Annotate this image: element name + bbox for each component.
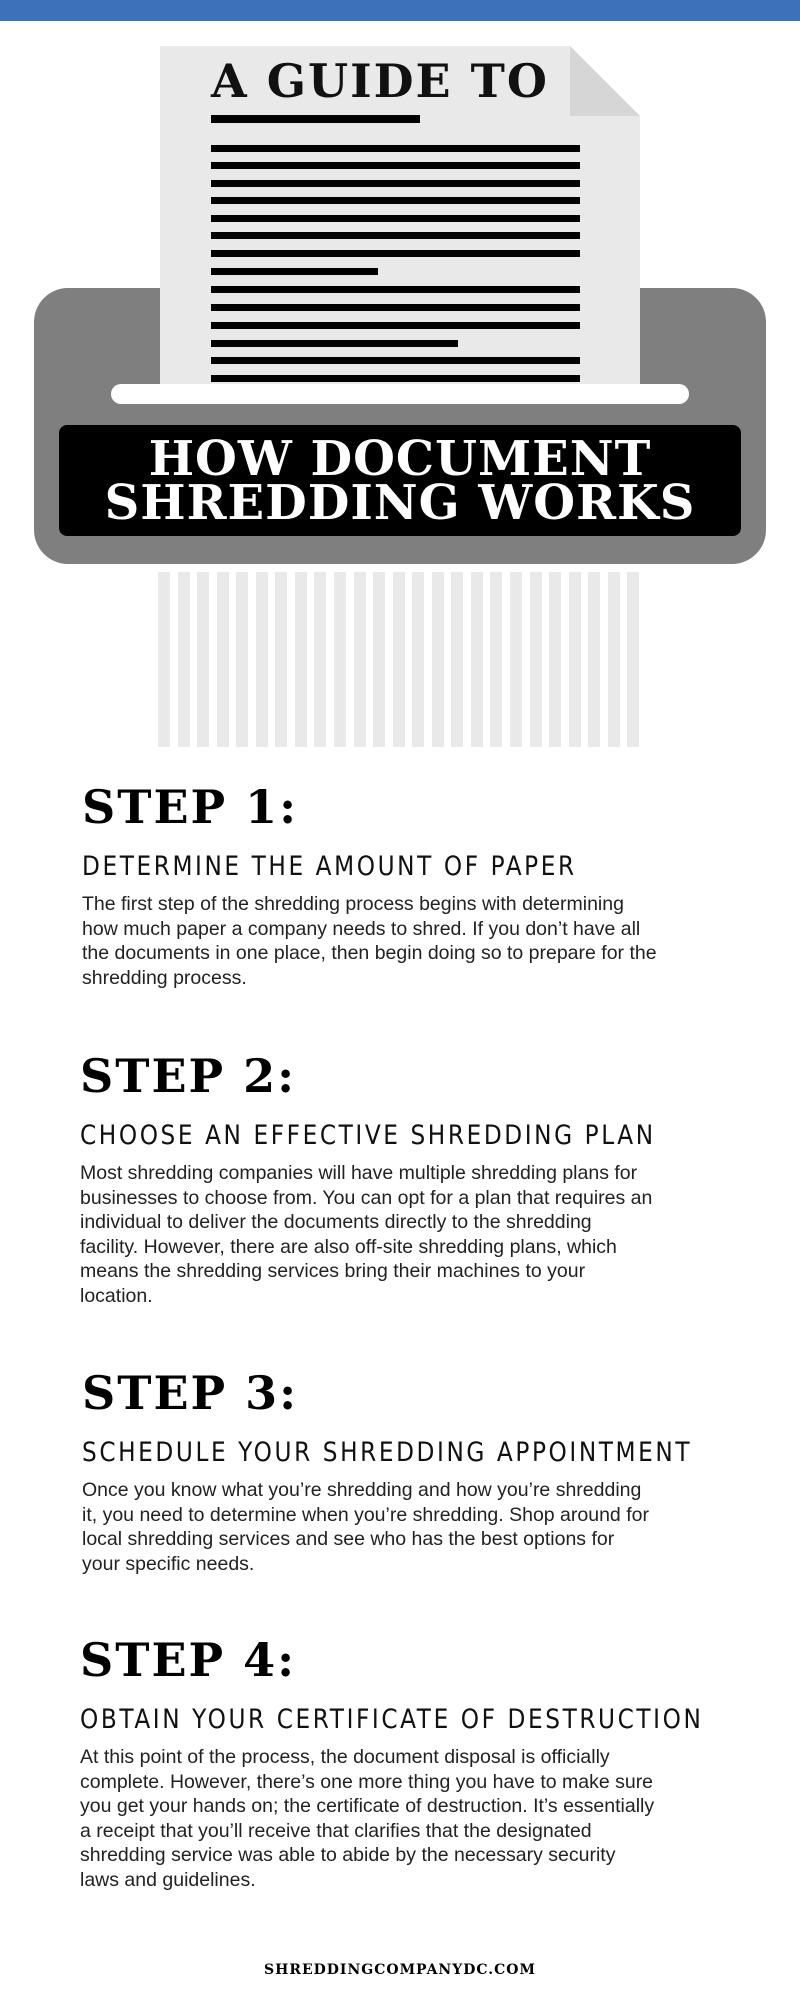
step-heading: STEP 4: (80, 1633, 297, 1687)
paper-strip (627, 572, 639, 747)
paper-strip (334, 572, 346, 747)
step-subheading: SCHEDULE YOUR SHREDDING APPOINTMENT (82, 1437, 693, 1468)
paper-strip (412, 572, 424, 747)
shredder-label (59, 425, 741, 536)
paper-strip (510, 572, 522, 747)
step-body: Most shredding companies will have multiple shredding plans for businesses to choose from. You can opt for a plan that requires an individual to deliver the documents directly to the shredding facility. However, there are also off-site shredding plans, which means the shredding services bring their machines to your location. (80, 1162, 653, 1307)
main-title: HOW DOCUMENT SHREDDING WORKS (104, 430, 696, 531)
paper-strip (530, 572, 542, 747)
shredder-slot (111, 384, 689, 404)
paper-text-line (211, 268, 378, 275)
step-subheading: CHOOSE AN EFFECTIVE SHREDDING PLAN (80, 1120, 656, 1151)
paper-text-line (211, 322, 580, 329)
paper-text-line (211, 162, 580, 169)
paper-title: A GUIDE TO (211, 54, 549, 108)
shredded-strips (158, 572, 640, 747)
step-heading: STEP 3: (82, 1366, 299, 1420)
step-heading: STEP 1: (82, 780, 299, 834)
step-3 (82, 1367, 742, 1576)
paper-strip (178, 572, 190, 747)
paper-folded-corner (570, 46, 640, 116)
step-4 (80, 1634, 740, 1893)
footer-website: SHREDDINGCOMPANYDC.COM (264, 1962, 536, 1978)
paper-title-underline (211, 115, 420, 123)
paper-strip (451, 572, 463, 747)
step-body: The first step of the shredding process begins with determining how much paper a company needs to shred. If you don’t have all the documents in one place, then begin doing so to prepare for the shredding process. (82, 893, 657, 989)
paper-strip (490, 572, 502, 747)
step-body: Once you know what you’re shredding and how you’re shredding it, you need to determine when you’re shredding. Shop around for local shredding services and see who has the best options for your specific needs. (82, 1479, 649, 1575)
paper-strip (197, 572, 209, 747)
paper-text-line (211, 286, 580, 293)
paper-strip (314, 572, 326, 747)
step-1 (82, 781, 742, 990)
paper-text-line (211, 250, 580, 257)
step-subheading: OBTAIN YOUR CERTIFICATE OF DESTRUCTION (80, 1704, 704, 1735)
paper-text-line (211, 232, 580, 239)
paper-text-line (211, 197, 580, 204)
paper-text-line (211, 180, 580, 187)
paper-strip (569, 572, 581, 747)
paper-strip (256, 572, 268, 747)
paper-strip (236, 572, 248, 747)
step-subheading: DETERMINE THE AMOUNT OF PAPER (82, 851, 577, 882)
paper-strip (354, 572, 366, 747)
paper-strip (549, 572, 561, 747)
paper-strip (588, 572, 600, 747)
step-2 (80, 1050, 740, 1309)
paper-strip (471, 572, 483, 747)
paper-text-line (211, 340, 458, 347)
paper-strip (373, 572, 385, 747)
top-accent-bar (0, 0, 800, 21)
paper-strip (275, 572, 287, 747)
step-heading: STEP 2: (80, 1049, 297, 1103)
paper-text-line (211, 357, 580, 364)
step-body: At this point of the process, the document disposal is officially complete. However, there’s one more thing you have to make sure you get your hands on; the certificate of destruction. It’s essentially a receipt that you’ll receive that clarifies that the designated shredding service was able to abide by the necessary security laws and guidelines. (80, 1746, 655, 1891)
paper-strip (608, 572, 620, 747)
paper-strip (393, 572, 405, 747)
paper-text-line (211, 304, 580, 311)
paper-strip (217, 572, 229, 747)
paper-text-line (211, 375, 580, 382)
paper-strip (295, 572, 307, 747)
paper-strip (432, 572, 444, 747)
paper-strip (158, 572, 170, 747)
paper-text-line (211, 145, 580, 152)
paper-text-line (211, 215, 580, 222)
